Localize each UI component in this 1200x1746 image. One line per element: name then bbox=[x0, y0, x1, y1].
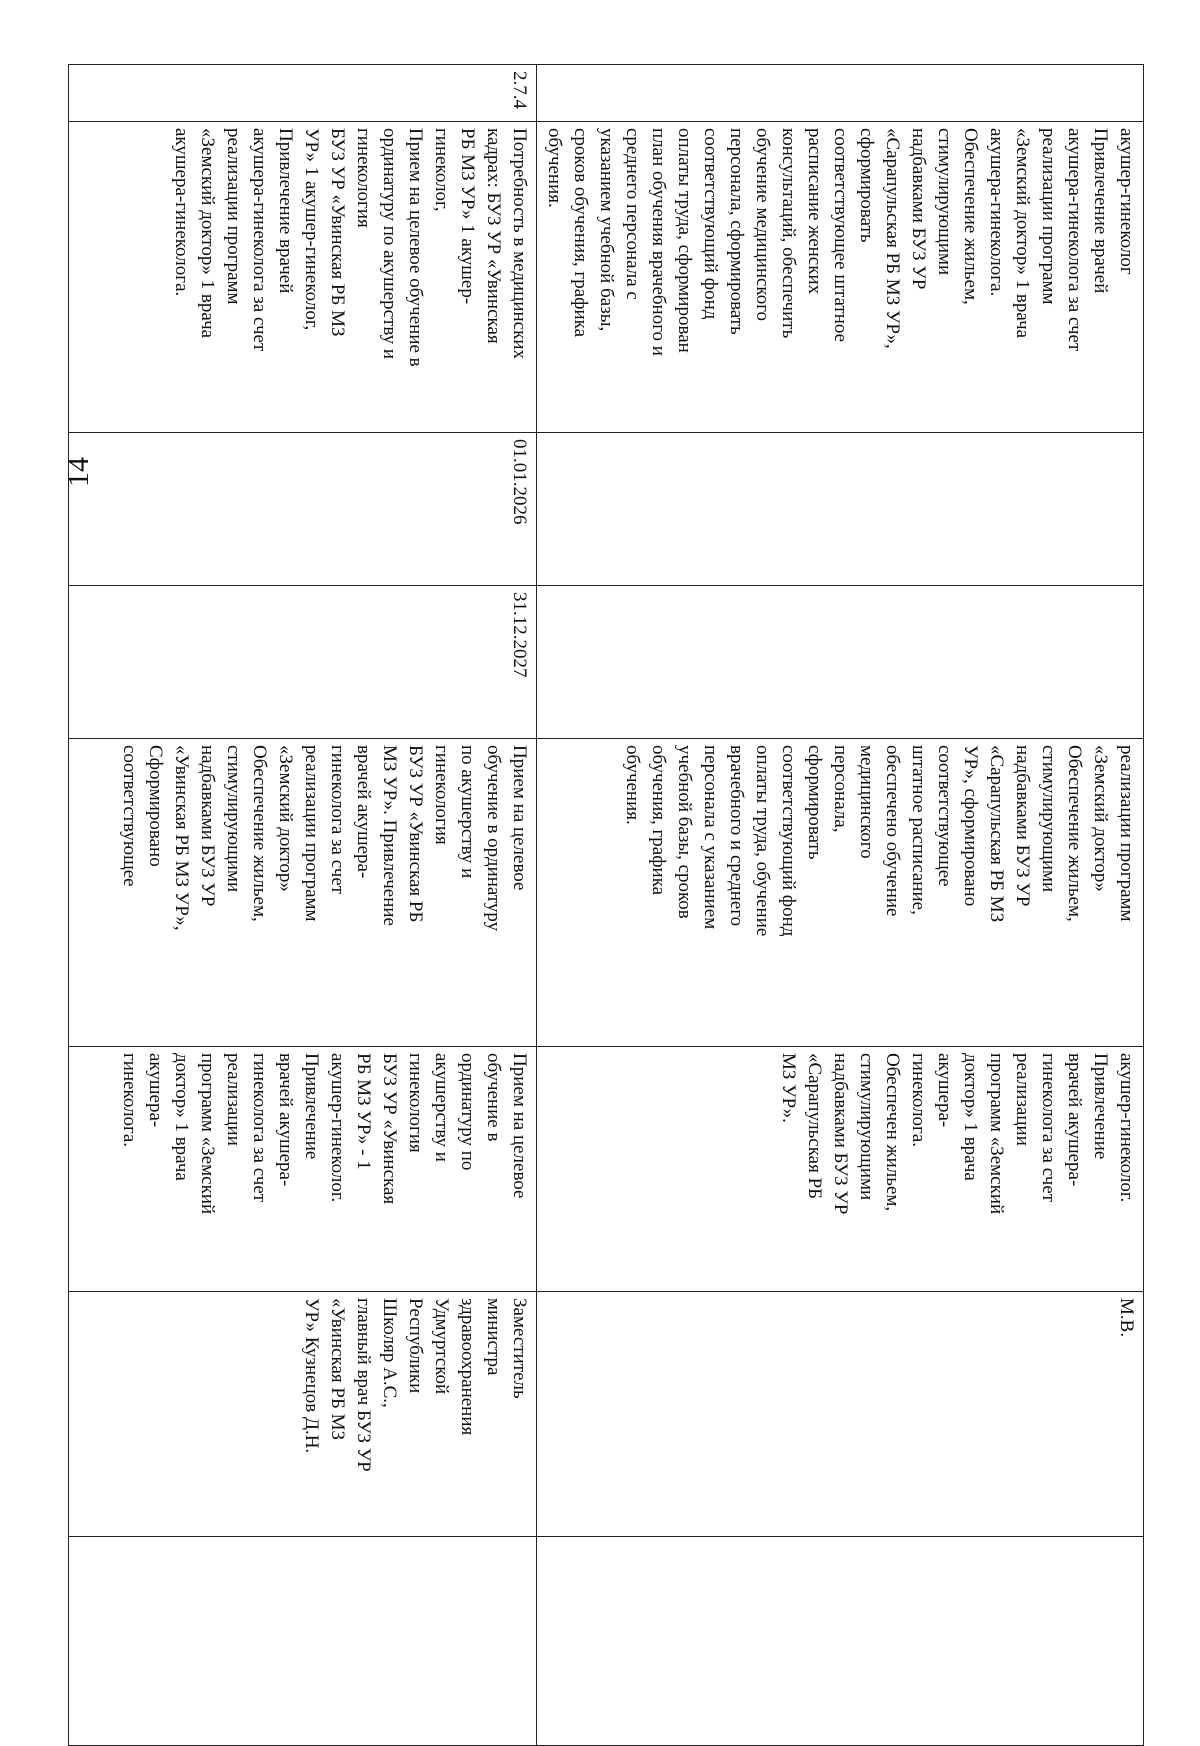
result-cell: Прием на целевое обучение в ординатуру по акушерству и гинекология БУЗ УР «Увинская РБ МЗ УР». Привлечение врачей акушера- гинеколога за счет реализации программ «Земский доктор» Обеспечение жильем, стимулирующими надбавками БУЗ УР «Увинская РБ МЗ УР», Сформировано соответствующее bbox=[69, 739, 537, 1047]
rotated-table-container bbox=[119, 64, 1144, 1641]
page-number: 14 bbox=[62, 457, 95, 487]
activities-table bbox=[68, 64, 1144, 1746]
type-cell bbox=[69, 1537, 537, 1746]
end-date-cell: 31.12.2027 bbox=[69, 586, 537, 739]
end-date-cell bbox=[537, 586, 1144, 739]
responsible-cell: Заместитель министра здравоохранения Удмуртской Республики Школяр А.С., главный врач БУЗ УР «Увинская РБ МЗ УР» Кузнецов Д.Н. bbox=[69, 1292, 537, 1537]
start-date-cell: 01.01.2026 bbox=[69, 433, 537, 586]
row-number-cell: 2.7.4 bbox=[69, 65, 537, 122]
activity-cell: Потребность в медицинских кадрах: БУЗ УР «Увинская РБ МЗ УР» 1 акушер- гинеколог, Прием на целевое обучение в ординатуру по акушерству и гинекология БУЗ УР «Увинская РБ МЗ УР» 1 акушер-гинеколог, Привлечение врачей акушера-гинеколога за счет реализации программ «Земский доктор» 1 врача акушера-гинеколога. bbox=[69, 122, 537, 433]
responsible-cell: М.В. bbox=[537, 1292, 1144, 1537]
table-row bbox=[537, 65, 1144, 1746]
start-date-cell bbox=[537, 433, 1144, 586]
result-cell: реализации программ «Земский доктор» Обеспечение жильем, стимулирующими надбавками БУЗ УР «Сарапульская РБ МЗ УР», сформировано соответствующее штатное расписание, обеспечено обучение медицинского персонала, сформировать соответствующий фонд оплаты труда, обучение врачебного и среднего персонала с указанием учебной базы, сроков обучения, графика обучения. bbox=[537, 739, 1144, 1047]
indicator-cell: акушер-гинеколог. Привлечение врачей акушера- гинеколога за счет реализации программ «Земский доктор» 1 врача акушера- гинеколога. Обеспечен жильем, стимулирующими надбавками БУЗ УР «Сарапульская РБ МЗ УР». bbox=[537, 1047, 1144, 1292]
table-row bbox=[69, 65, 537, 1746]
type-cell bbox=[537, 1537, 1144, 1746]
activity-cell: акушер-гинеколог Привлечение врачей акушера-гинеколога за счет реализации программ «Земский доктор» 1 врача акушера-гинеколога. Обеспечение жильем, стимулирующими надбавками БУЗ УР «Сарапульская РБ МЗ УР», сформировать соответствующее штатное расписание женских консультаций, обеспечить обучение медицинского персонала, сформировать соответствующий фонд оплаты труда, сформирован план обучения врачебного и среднего персонала с указанием учебной базы, сроков обучения, графика обучения. bbox=[537, 122, 1144, 433]
row-number-cell bbox=[537, 65, 1144, 122]
indicator-cell: Прием на целевое обучение в ординатуру по акушерству и гинекология БУЗ УР «Увинская РБ МЗ УР» - 1 акушер-гинеколог. Привлечение врачей акушера- гинеколога за счет реализации программ «Земский доктор» 1 врача акушера- гинеколога. bbox=[69, 1047, 537, 1292]
